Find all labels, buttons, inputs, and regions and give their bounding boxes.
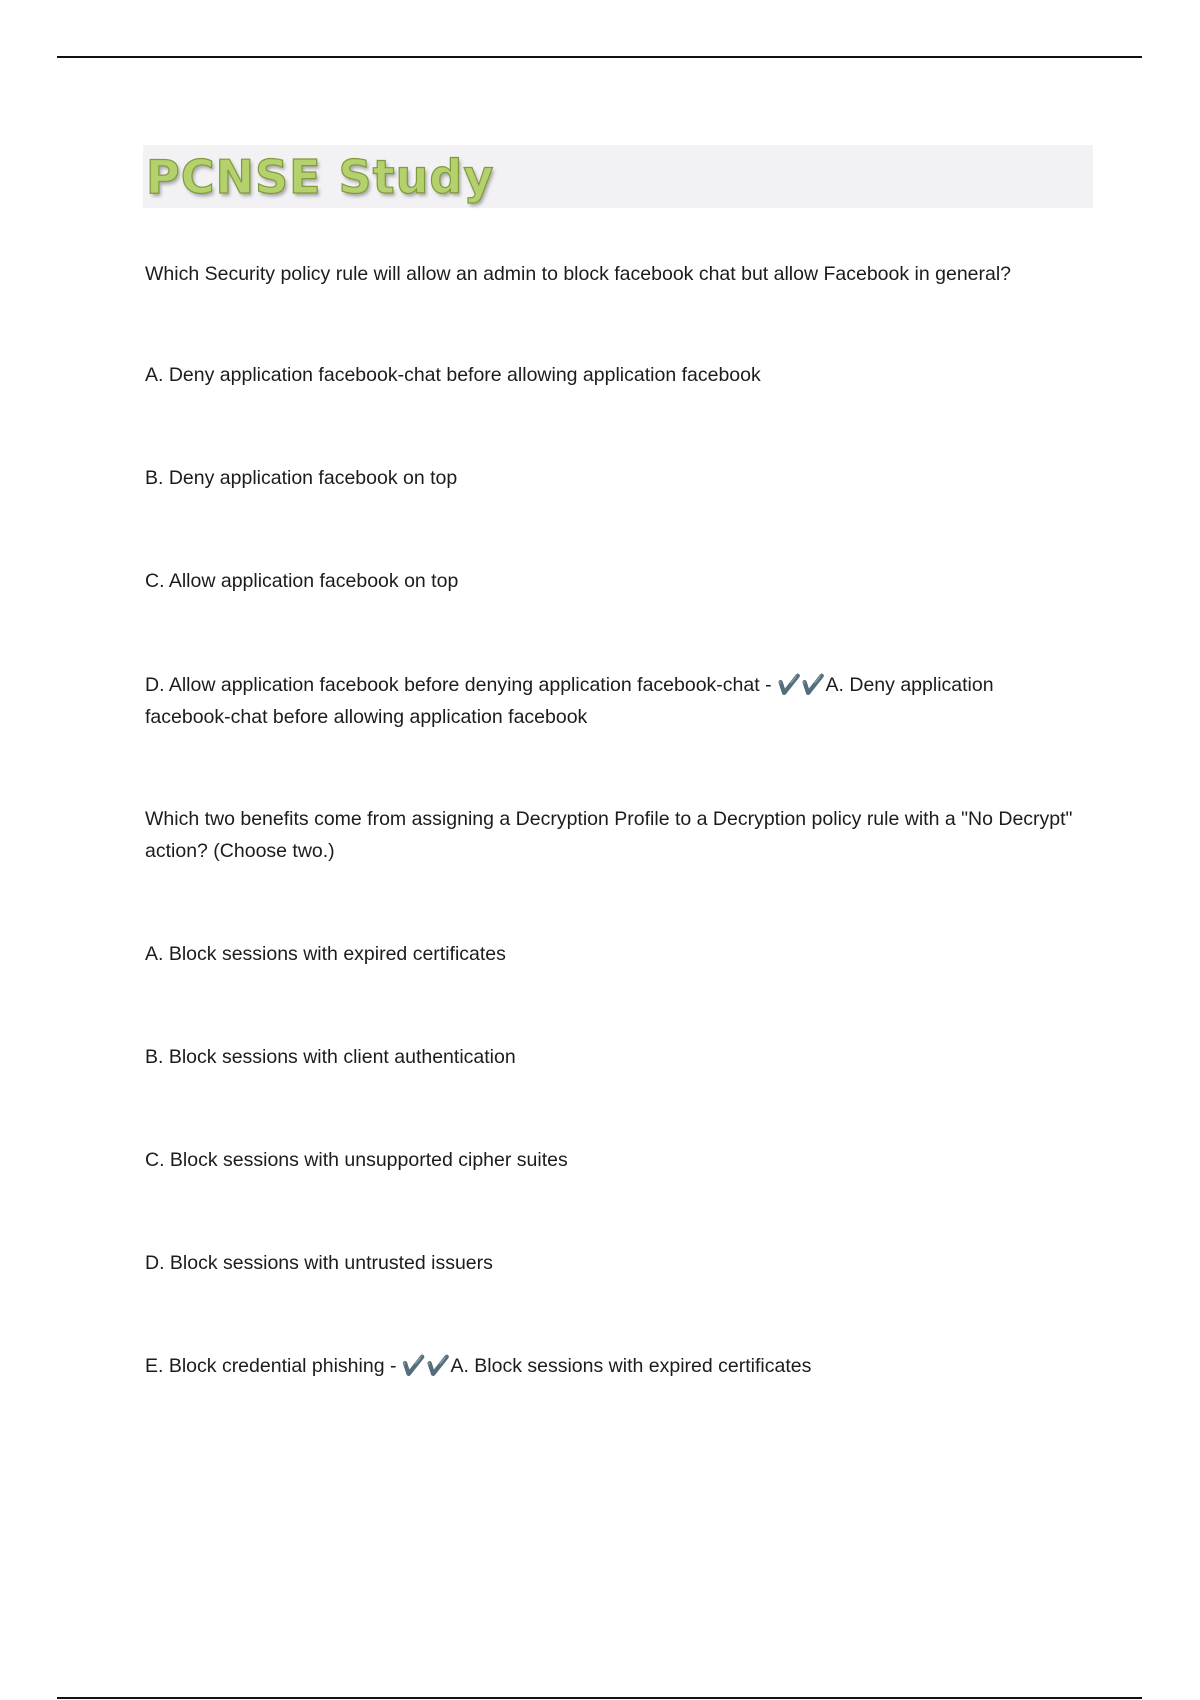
question-2-option-b: B. Block sessions with client authentication [145,1046,516,1068]
question-2-option-e-with-answer: E. Block credential phishing - ✔️✔️A. Block sessions with expired certificates [145,1355,812,1377]
question-2-option-d: D. Block sessions with untrusted issuers [145,1252,493,1274]
top-divider [57,56,1142,58]
document-title: PCNSE Study [146,150,495,204]
question-2-prompt: Which two benefits come from assigning a Decryption Profile to a Decryption policy rule with a "No Decrypt" action? (Choose two.) [145,808,1073,862]
question-1-option-b: B. Deny application facebook on top [145,467,458,489]
question-1-option-a: A. Deny application facebook-chat before allowing application facebook [145,364,761,386]
question-1-prompt: Which Security policy rule will allow an admin to block facebook chat but allow Facebook in general? [145,263,1012,285]
question-1-option-c: C. Allow application facebook on top [145,570,459,592]
question-2-option-a: A. Block sessions with expired certificates [145,943,506,965]
question-2-option-c: C. Block sessions with unsupported cipher suites [145,1149,568,1171]
question-1-option-d-with-answer: D. Allow application facebook before denying application facebook-chat - ✔️✔️A. Deny application facebook-chat before allowing application facebook [145,674,994,728]
bottom-divider [57,1697,1142,1699]
title-banner [143,145,1093,208]
